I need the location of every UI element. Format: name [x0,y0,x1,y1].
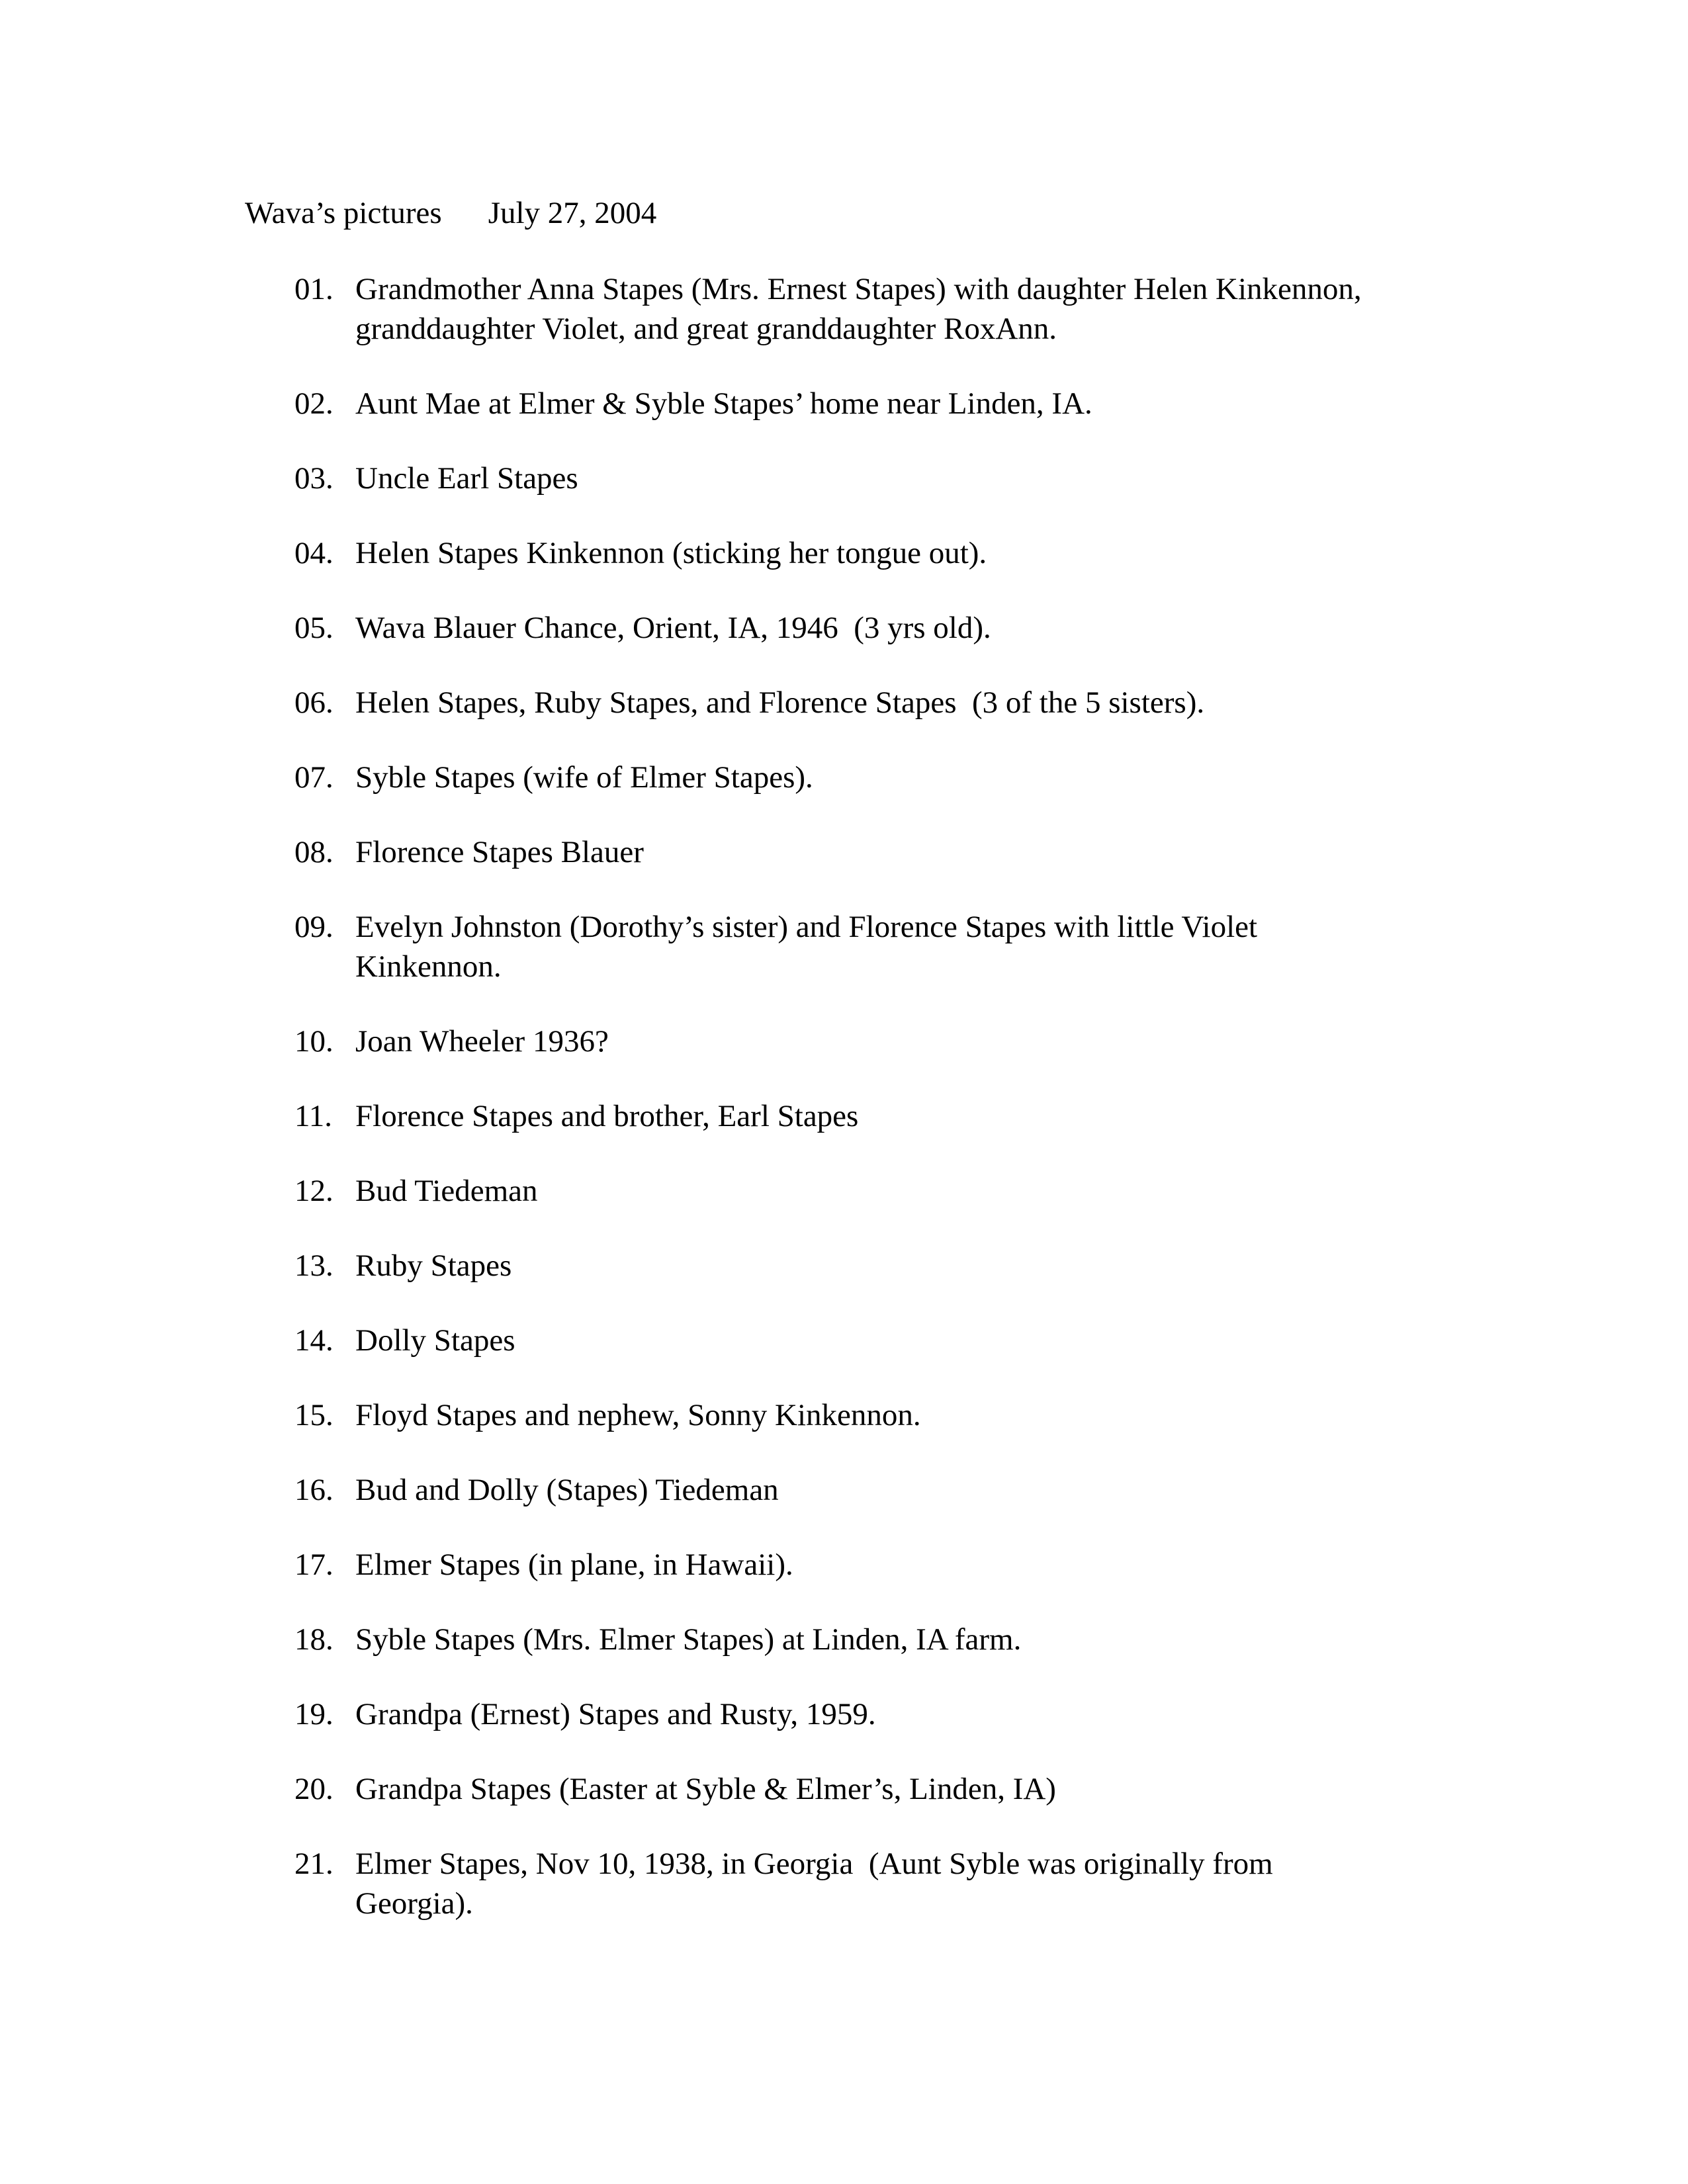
list-item [294,1022,1688,1061]
item-text: Helen Stapes Kinkennon (sticking her tongue out). [355,536,987,570]
list-item [294,1171,1688,1211]
item-number: 13. [294,1248,333,1283]
list-item [294,533,1688,573]
list-item [294,459,1688,498]
document-header [245,193,1688,233]
list-item [294,758,1688,797]
item-number: 16. [294,1473,333,1507]
item-text: Joan Wheeler 1936? [355,1024,609,1059]
item-number: 14. [294,1323,333,1358]
item-text: Evelyn Johnston (Dorothy’s sister) and Florence Stapes with little Violet Kinkennon. [355,910,1265,984]
item-text: Bud and Dolly (Stapes) Tiedeman [355,1473,779,1507]
list-item [294,1470,1688,1510]
item-number: 03. [294,461,333,496]
list-item [294,907,1688,986]
item-number: 05. [294,611,333,645]
item-text: Dolly Stapes [355,1323,515,1358]
item-number: 04. [294,536,333,570]
list-item [294,608,1688,648]
item-text: Ruby Stapes [355,1248,512,1283]
list-item [294,832,1688,872]
item-text: Wava Blauer Chance, Orient, IA, 1946 (3 yrs old). [355,611,991,645]
list-item [294,1321,1688,1360]
item-text: Syble Stapes (Mrs. Elmer Stapes) at Linden, IA farm. [355,1622,1022,1657]
item-number: 09. [294,910,333,944]
item-number: 19. [294,1697,333,1731]
item-number: 15. [294,1398,333,1432]
item-text: Syble Stapes (wife of Elmer Stapes). [355,760,813,795]
page-title: Wava’s pictures [245,196,442,230]
list-item [294,384,1688,423]
item-text: Elmer Stapes (in plane, in Hawaii). [355,1548,793,1582]
header-date: July 27, 2004 [488,196,657,230]
list-item [294,1620,1688,1659]
item-number: 10. [294,1024,333,1059]
item-text: Grandpa (Ernest) Stapes and Rusty, 1959. [355,1697,876,1731]
picture-list [245,269,1688,1923]
item-text: Floyd Stapes and nephew, Sonny Kinkennon. [355,1398,921,1432]
list-item [294,1545,1688,1585]
item-number: 12. [294,1174,333,1208]
list-item [294,269,1688,349]
list-item [294,683,1688,722]
list-item [294,1694,1688,1734]
item-number: 06. [294,685,333,720]
item-number: 18. [294,1622,333,1657]
item-number: 17. [294,1548,333,1582]
item-text: Grandpa Stapes (Easter at Syble & Elmer’s, Linden, IA) [355,1772,1056,1806]
item-number: 20. [294,1772,333,1806]
item-text: Florence Stapes and brother, Earl Stapes [355,1099,859,1133]
item-number: 21. [294,1847,333,1881]
item-text: Florence Stapes Blauer [355,835,644,869]
list-item [294,1844,1688,1923]
item-number: 11. [294,1099,333,1133]
item-text: Grandmother Anna Stapes (Mrs. Ernest Stapes) with daughter Helen Kinkennon, granddaughter Violet, and great granddaughter RoxAnn. [355,272,1370,346]
item-number: 01. [294,272,333,306]
item-number: 07. [294,760,333,795]
list-item [294,1246,1688,1286]
list-item [294,1395,1688,1435]
item-number: 08. [294,835,333,869]
item-text: Helen Stapes, Ruby Stapes, and Florence Stapes (3 of the 5 sisters). [355,685,1205,720]
item-text: Elmer Stapes, Nov 10, 1938, in Georgia (Aunt Syble was originally from Georgia). [355,1847,1281,1921]
list-item [294,1096,1688,1136]
item-number: 02. [294,386,333,421]
list-item [294,1769,1688,1809]
item-text: Uncle Earl Stapes [355,461,578,496]
item-text: Aunt Mae at Elmer & Syble Stapes’ home near Linden, IA. [355,386,1092,421]
item-text: Bud Tiedeman [355,1174,538,1208]
